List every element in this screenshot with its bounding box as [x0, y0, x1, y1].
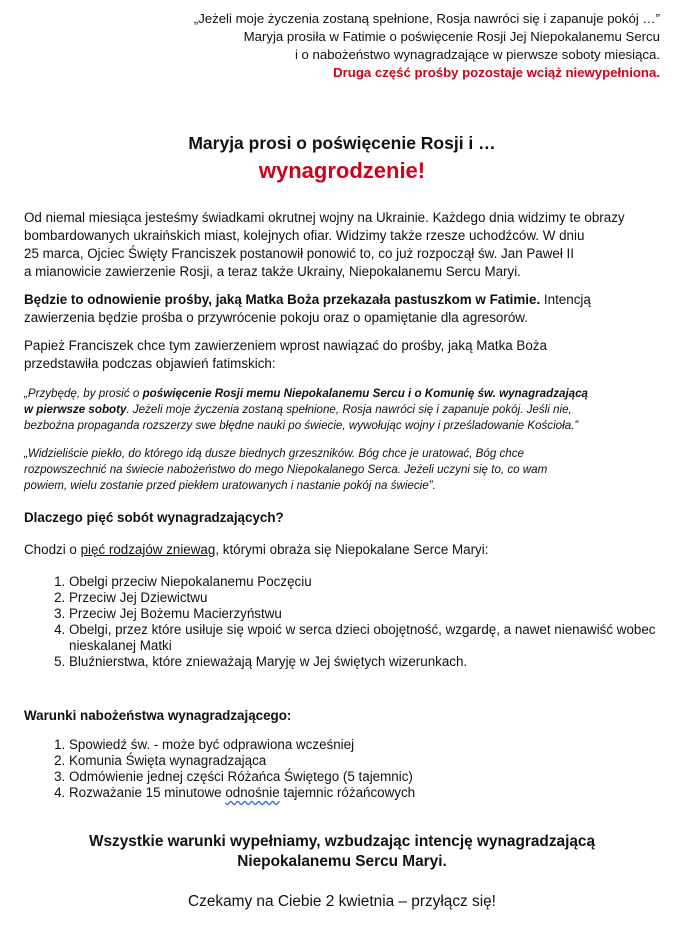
- paragraph-3-line: Papież Franciszek chce tym zawierzeniem wprost nawiązać do prośby, jaką Matka Boża: [24, 338, 547, 353]
- section-heading-five-saturdays: Dlaczego pięć sobót wynagradzających?: [24, 510, 284, 525]
- final-statement: [0, 832, 684, 872]
- quote-2-line: powiem, wielu zostanie przed piekłem uratowanych i nastanie pokój na świecie”.: [24, 479, 436, 492]
- paragraph-4-text: , którymi obraża się Niepokalane Serce Maryi:: [215, 542, 489, 557]
- list-item: 2. Komunia Święta wynagradzająca: [69, 753, 684, 769]
- paragraph-4: [24, 541, 664, 559]
- quote-1-part: „Przybędę, by prosić o: [24, 387, 143, 400]
- quote-1-bold: w pierwsze soboty: [24, 403, 127, 416]
- paragraph-2-bold: Będzie to odnowienie prośby, jaką Matka Boża przekazała pastuszkom w Fatimie.: [24, 292, 541, 307]
- conditions-list: [24, 737, 684, 801]
- header-line-red: Druga część prośby pozostaje wciąż niewypełniona.: [333, 65, 660, 80]
- offenses-list: [24, 574, 684, 670]
- spellcheck-word: odnośnie: [225, 785, 280, 800]
- paragraph-1-line: bombardowanych ukraińskich miast, kolejnych ofiar. Widzimy także rzesze uchodźców. W dniu: [24, 228, 585, 243]
- quote-1-part: . Jeżeli moje życzenia zostaną spełnione, Rosja nawróci się i zapanuje pokój. Jeśli nie,: [126, 403, 572, 416]
- paragraph-3-line: przedstawiła podczas objawień fatimskich:: [24, 356, 276, 371]
- header-line-1: „Jeżeli moje życzenia zostaną spełnione, Rosja nawróci się i zapanuje pokój …”: [193, 11, 660, 26]
- list-item: 5. Bluźnierstwa, które znieważają Maryję w Jej świętych wizerunkach.: [69, 654, 684, 670]
- title-line-1: Maryja prosi o poświęcenie Rosji i …: [188, 133, 496, 153]
- paragraph-1: [24, 209, 664, 281]
- list-item: 1. Obelgi przeciw Niepokalanemu Poczęciu: [69, 574, 684, 590]
- final-line: Wszystkie warunki wypełniamy, wzbudzając intencję wynagradzającą: [88, 833, 596, 850]
- page-title: [0, 132, 684, 186]
- list-item-text: Rozważanie 15 minutowe: [69, 785, 226, 800]
- paragraph-1-line: 25 marca, Ojciec Święty Franciszek postanowił ponowić to, co już rozpoczął św. Jan Paweł II: [24, 246, 574, 261]
- list-item: 3. Odmówienie jednej części Różańca Świętego (5 tajemnic): [69, 769, 684, 785]
- paragraph-4-underlined: pięć rodzajów zniewag: [80, 542, 216, 557]
- closing-invitation: Czekamy na Ciebie 2 kwietnia – przyłącz się!: [188, 893, 496, 910]
- quote-1-line: bezbożna propaganda rozszerzy swe błędne nauki po świecie, wywołując wojny i prześladowanie Kościoła.”: [24, 419, 579, 432]
- list-item: 1. Spowiedź św. - może być odprawiona wcześniej: [69, 737, 684, 753]
- paragraph-2-line: zawierzenia będzie prośba o przywrócenie pokoju oraz o opamiętanie dla agresorów.: [24, 310, 528, 325]
- list-item-text: tajemnic różańcowych: [279, 785, 416, 800]
- list-item: 2. Przeciw Jej Dziewictwu: [69, 590, 684, 606]
- paragraph-3: [24, 337, 664, 373]
- header-line-3: i o nabożeństwo wynagradzające w pierwsze soboty miesiąca.: [294, 47, 660, 62]
- quote-2-line: rozpowszechnić na świecie nabożeństwo do mego Niepokalanego Serca. Jeżeli uczyni się to, co wam: [24, 463, 548, 476]
- list-item: 3. Przeciw Jej Bożemu Macierzyństwu: [69, 606, 684, 622]
- list-item: [69, 785, 684, 801]
- paragraph-2: [24, 291, 664, 327]
- title-line-2: wynagrodzenie!: [258, 158, 426, 183]
- section-heading-conditions: Warunki nabożeństwa wynagradzającego:: [24, 708, 292, 723]
- paragraph-1-line: Od niemal miesiąca jesteśmy świadkami okrutnej wojny na Ukrainie. Każdego dnia widzimy te obrazy: [24, 210, 625, 225]
- list-item: 4. Obelgi, przez które usiłuje się wpoić w serca dzieci obojętność, wzgardę, a nawet nienawiść wobec nieskalanej Matki: [69, 622, 684, 654]
- quote-1-bold: poświęcenie Rosji memu Niepokalanemu Sercu i o Komunię św. wynagradzającą: [142, 387, 589, 400]
- final-line: Niepokalanemu Sercu Maryi.: [237, 853, 447, 870]
- fatima-quote-2: [24, 446, 660, 494]
- paragraph-2-text: Intencją: [540, 292, 591, 307]
- header-line-2: Maryja prosiła w Fatimie o poświęcenie Rosji Jej Niepokalanemu Sercu: [243, 29, 660, 44]
- paragraph-1-line: a mianowicie zawierzenie Rosji, a teraz także Ukrainy, Niepokalanemu Sercu Maryi.: [24, 264, 521, 279]
- paragraph-4-text: Chodzi o: [24, 542, 81, 557]
- fatima-quote-1: [24, 386, 660, 434]
- header-quote: [194, 10, 660, 82]
- quote-2-line: „Widzieliście piekło, do którego idą dusze biednych grzeszników. Bóg chce je uratować, Bóg chce: [24, 447, 524, 460]
